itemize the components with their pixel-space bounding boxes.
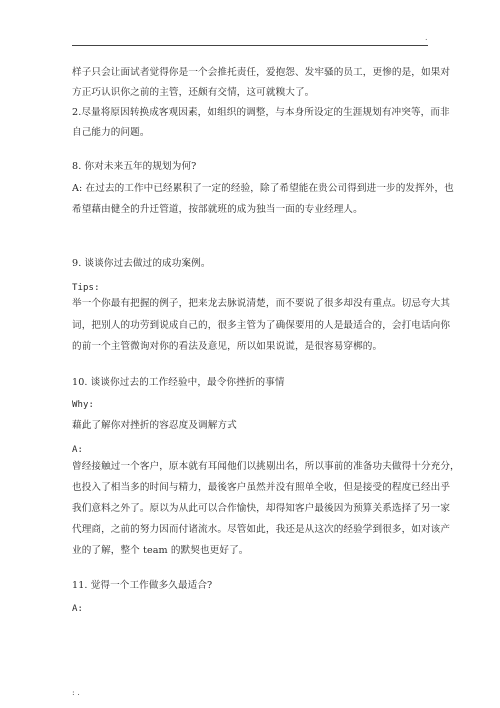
text-line: 2.尽量将原因转换成客观因素，如组织的调整，与本身所设定的生涯规划有冲突等，而非 (72, 107, 450, 118)
text-line: 方正巧认识你之前的主管，还颇有交情，这可就糗大了。 (72, 87, 315, 98)
header-mark: . (425, 33, 428, 42)
text-line: 自己能力的问题。 (72, 127, 150, 138)
text-line: 样子只会让面试者觉得你是一个会推托责任，爱抱怨、发牢骚的员工，更惨的是，如果对 (72, 67, 451, 78)
text-line: A: (72, 445, 84, 455)
text-line: A: 在过去的工作中已经累积了一定的经验，除了希望能在贵公司得到进一步的发挥外，也 (72, 183, 454, 194)
text-line: 9. 谈谈你过去做过的成功案例。 (72, 258, 211, 269)
text-line: 11. 觉得一个工作做多久最适合? (72, 580, 213, 591)
text-line: 的前一个主管微询对你的看法及意见，所以如果说谎，是很容易穿梆的。 (72, 341, 383, 352)
text-line: Tips: (72, 283, 100, 293)
text-line: 我们意料之外了。原以为从此可以合作愉快，却得知客户最後因为预算关系选择了另一家 (72, 503, 451, 514)
text-line: 希望藉由健全的升迁管道，按部就班的成为独当一面的专业经理人。 (72, 204, 363, 215)
text-line: Why: (72, 400, 95, 410)
text-line: 业的了解，整个 team 的默契也更好了。 (72, 545, 249, 556)
text-line: 词，把别人的功劳到说成自己的，很多主管为了确保要用的人是最适合的，会打电话向你 (72, 320, 451, 331)
text-line: 也投入了相当多的时间与精力，最後客户虽然并没有照单全收，但是接受的程度已经出乎 (72, 482, 451, 493)
text-line: 8. 你对未来五年的规划为何? (72, 161, 197, 172)
header-rule (72, 45, 428, 46)
text-line: A: (72, 604, 84, 614)
text-line: 曾经接触过一个客户，原本就有耳闻他们以挑剔出名，所以事前的准备功夫做得十分充分， (72, 461, 460, 472)
text-line: 10. 谈谈你过去的工作经验中，最令你挫折的事情 (72, 377, 285, 388)
text-line: 代理商，之前的努力因而付诸流水。尽管如此，我还是从这次的经验学到很多，如对该产 (72, 524, 451, 535)
text-line: 藉此了解你对挫折的容忍度及调解方式 (72, 420, 237, 431)
text-line: 举一个你最有把握的例子，把来龙去脉说清楚，而不要说了很多却没有重点。切忌夸大其 (72, 298, 451, 309)
footer-mark: : . (72, 688, 80, 697)
